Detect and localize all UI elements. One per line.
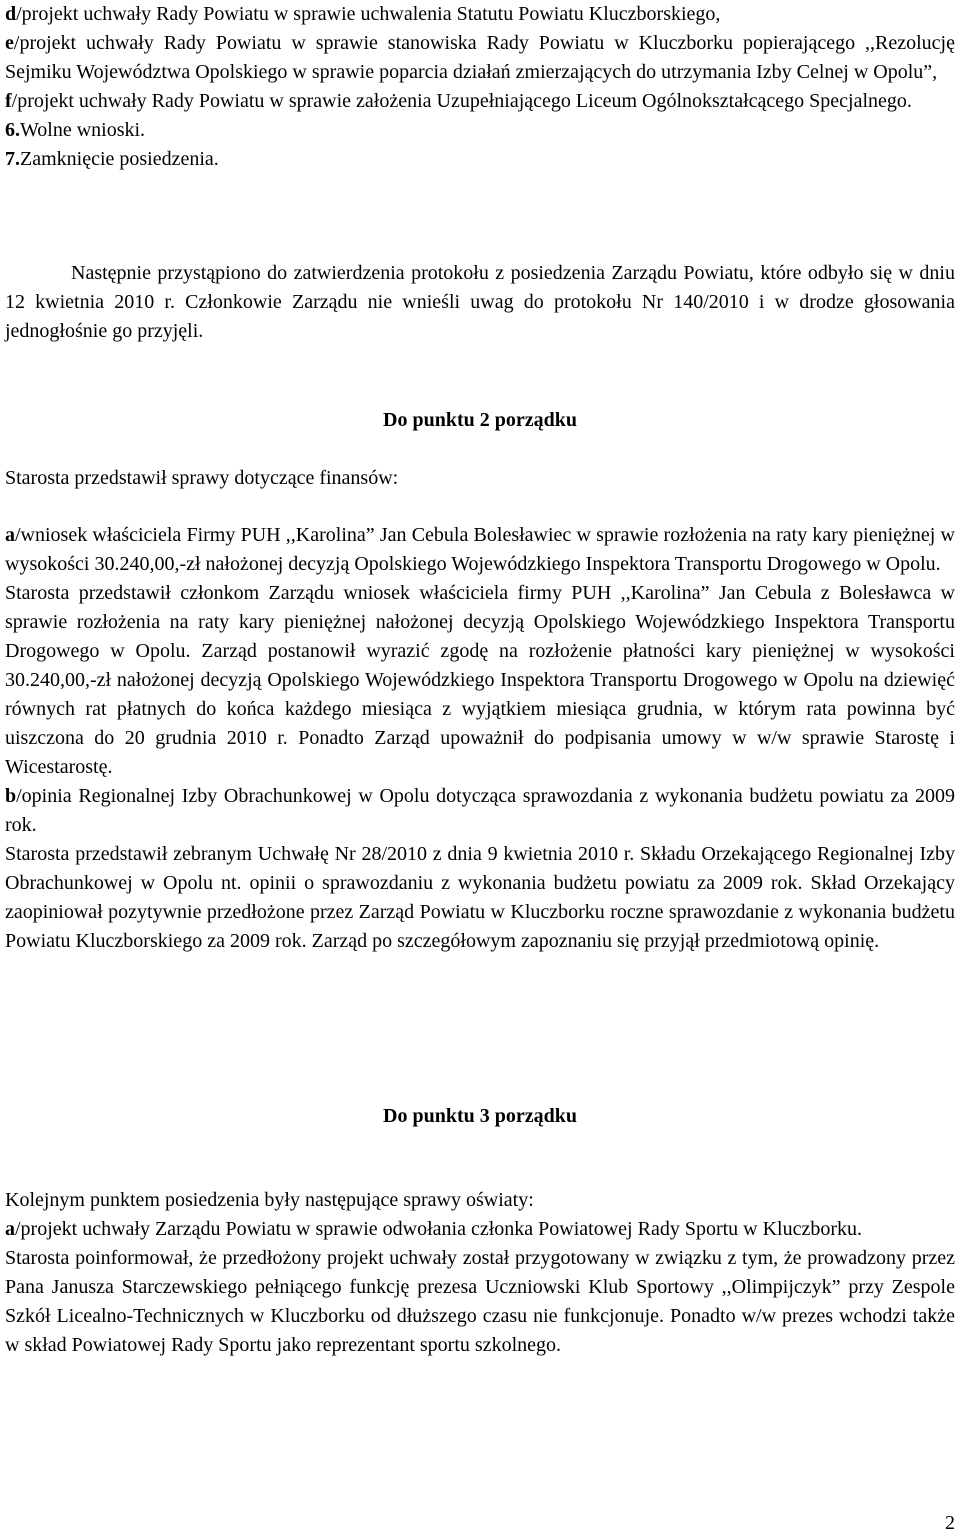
page-number: 2: [945, 1512, 955, 1534]
section-2-para-a: Starosta przedstawił członkom Zarządu wniosek właściciela firmy PUH ,,Karolina” Jan Cebula z Bolesławca w sprawie rozłożenia na raty kary pieniężnej nałożonej decyzją Opolskiego Wojewódzkiego Inspektora Transportu Drogowego w Opolu. Zarząd postanowił wyrazić zgodę na rozłożenie płatności kary pieniężnej w wysokości 30.240,00,-zł nałożonej decyzją Opolskiego Wojewódzkiego Inspektora Transportu Drogowego w Opolu na dziewięć równych rat płatnych do końca każdego miesiąca z wyjątkiem miesiąca grudnia, w którym rata powinna być uiszczona do 20 grudnia 2010 r. Ponadto Zarząd upoważnił do podpisania umowy w w/w sprawie Starostę i Wicestarostę.: [5, 582, 955, 778]
section-3-heading: Do punktu 3 porządku: [383, 1105, 577, 1127]
section-3-item-a: a/projekt uchwały Zarządu Powiatu w sprawie odwołania członka Powiatowej Rady Sportu w Kluczborku.: [5, 1218, 863, 1240]
item-f: f/projekt uchwały Rady Powiatu w sprawie założenia Uzupełniającego Liceum Ogólnokształcącego Specjalnego.: [5, 90, 912, 112]
section-2-item-b: b/opinia Regionalnej Izby Obrachunkowej w Opolu dotycząca sprawozdania z wykonania budżetu powiatu za 2009 rok.: [5, 785, 955, 836]
item-d: d/projekt uchwały Rady Powiatu w sprawie uchwalenia Statutu Powiatu Kluczborskiego,: [5, 3, 721, 25]
section-3-body: [5, 1186, 955, 1360]
section-2-para-b: Starosta przedstawił zebranym Uchwałę Nr 28/2010 z dnia 9 kwietnia 2010 r. Składu Orzekającego Regionalnej Izby Obrachunkowej w Opolu nt. opinii o sprawozdaniu z wykonania budżetu powiatu za 2009 rok. Skład Orzekający zaopiniował pozytywnie przedłożone przez Zarząd Powiatu w Kluczborku roczne sprawozdanie z wykonania budżetu Powiatu Kluczborskiego za 2009 rok. Zarząd po szczegółowym zapoznaniu się przyjął przedmiotową opinię.: [5, 843, 955, 952]
section-3-para-a: Starosta poinformował, że przedłożony projekt uchwały został przygotowany w związku z tym, że prowadzony przez Pana Janusza Starczewskiego pełniącego funkcję prezesa Uczniowski Klub Sportowy ,,Olimpijczyk” przy Zespole Szkół Licealno-Technicznych w Kluczborku od dłuższego czasu nie funkcjonuje. Ponadto w/w prezes wchodzi także w skład Powiatowej Rady Sportu jako reprezentant sportu szkolnego.: [5, 1247, 955, 1356]
agenda-item-6: 6.Wolne wnioski.: [5, 119, 146, 141]
section-2-item-a: a/wniosek właściciela Firmy PUH ,,Karolina” Jan Cebula Bolesławiec w sprawie rozłożenia na raty kary pieniężnej w wysokości 30.240,00,-zł nałożonej decyzją Opolskiego Wojewódzkiego Inspektora Transportu Drogowego w Opolu.: [5, 524, 955, 575]
item-e: e/projekt uchwały Rady Powiatu w sprawie stanowiska Rady Powiatu w Kluczborku popierającego ,,Rezolucję Sejmiku Województwa Opolskiego w sprawie poparcia działań zmierzających do utrzymania Izby Celnej w Opolu”,: [5, 32, 955, 83]
section-3-intro: Kolejnym punktem posiedzenia były następujące sprawy oświaty:: [5, 1189, 534, 1211]
agenda-list: [5, 0, 955, 174]
protocol-paragraph: Następnie przystąpiono do zatwierdzenia protokołu z posiedzenia Zarządu Powiatu, które odbyło się w dniu 12 kwietnia 2010 r. Członkowie Zarządu nie wnieśli uwag do protokołu Nr 140/2010 i w drodze głosowania jednogłośnie go przyjęli.: [5, 262, 955, 342]
section-2-body: [5, 521, 955, 956]
agenda-item-7: 7.Zamknięcie posiedzenia.: [5, 148, 219, 170]
section-2-heading: Do punktu 2 porządku: [383, 409, 577, 431]
section-2-intro: Starosta przedstawił sprawy dotyczące finansów:: [5, 467, 399, 489]
